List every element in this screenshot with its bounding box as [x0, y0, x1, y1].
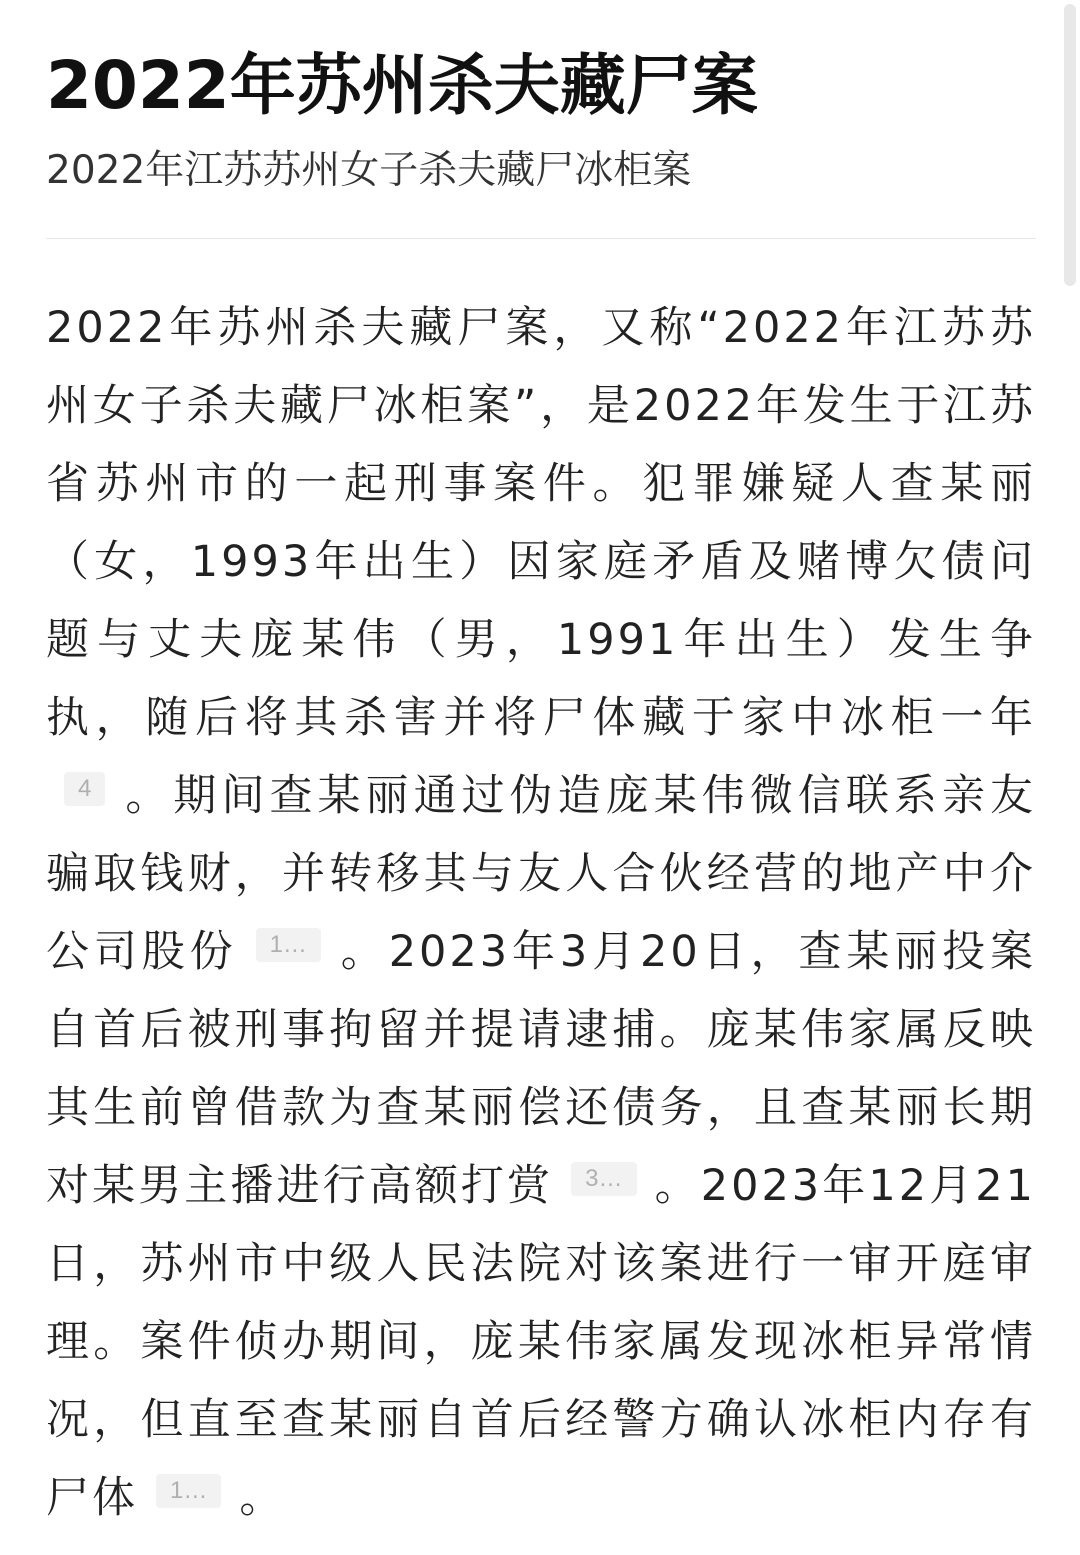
reference-badge[interactable]: 3… — [571, 1162, 636, 1196]
reference-badge[interactable]: 1… — [256, 928, 321, 962]
body-segment: 。2023年3月20日，查某丽投案自首后被刑事拘留并提请逮捕。庞某伟家属反映其生前曾借款为查某丽偿还债务，且查某丽长期对某男主播进行高额打赏 — [46, 927, 1036, 1211]
article — [46, 0, 1036, 1537]
divider — [46, 238, 1036, 239]
body-segment: 。 — [239, 1473, 286, 1523]
body-segment: 2022年苏州杀夫藏尸案，又称“2022年江苏苏州女子杀夫藏尸冰柜案”，是2022年发生于江苏省苏州市的一起刑事案件。犯罪嫌疑人查某丽（女，1993年出生）因家庭矛盾及赌博欠债问题与丈夫庞某伟（男，1991年出生）发生争执，随后将其杀害并将尸体藏于家中冰柜一年 — [46, 303, 1036, 743]
article-title: 2022年苏州杀夫藏尸案 — [46, 47, 758, 124]
reference-badge[interactable]: 1… — [156, 1474, 221, 1508]
article-subtitle: 2022年江苏苏州女子杀夫藏尸冰柜案 — [46, 148, 692, 193]
body-segment: 。期间查某丽通过伪造庞某伟微信联系亲友骗取钱财，并转移其与友人合伙经营的地产中介公司股份 — [46, 771, 1036, 977]
article-body — [46, 289, 1036, 1537]
scrollbar[interactable] — [1062, 0, 1080, 300]
reference-badge[interactable]: 4 — [64, 772, 105, 806]
body-segment: 。2023年12月21日，苏州市中级人民法院对该案进行一审开庭审理。案件侦办期间，庞某伟家属发现冰柜异常情况，但直至查某丽自首后经警方确认冰柜内存有尸体 — [46, 1161, 1037, 1523]
scrollbar-thumb[interactable] — [1064, 4, 1076, 286]
